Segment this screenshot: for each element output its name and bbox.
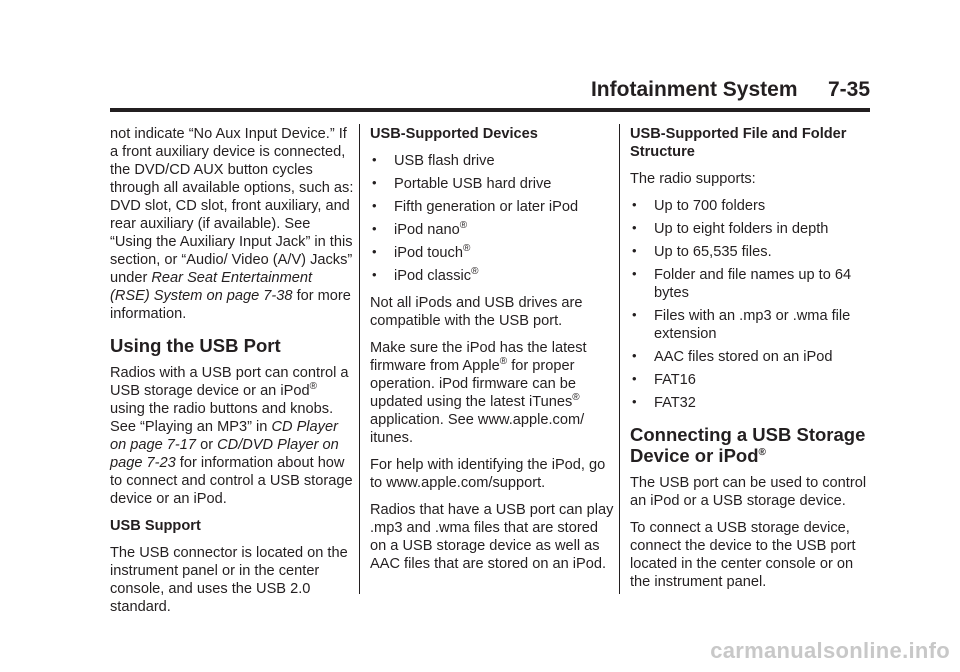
list-item: • Up to eight folders in depth <box>632 220 829 237</box>
paragraph-firmware: Make sure the iPod has the latest firmware from Apple® for proper operation. iPod firmware can be updated using the latest iTunes® application. See www.apple.com/ itunes. <box>370 340 587 446</box>
paragraph-usb-intro: Radios with a USB port can control a USB storage device or an iPod® using the radio buttons and knobs. See “Playing an MP3” in CD Player on page 7-17 or CD/DVD Player on page 7-23 for information about how to connect and control a USB storage device or an iPod. <box>110 365 353 507</box>
bullet-icon: • <box>372 198 377 213</box>
subheading-file-structure: USB-Supported File and Folder Structure <box>630 126 847 160</box>
paragraph-radio-supports: The radio supports: <box>630 171 756 187</box>
list-item: • FAT32 <box>632 394 696 411</box>
bullet-icon: • <box>372 152 377 167</box>
link-rse[interactable]: Rear Seat Entertainment (RSE) System on page 7-38 <box>110 270 313 304</box>
column-3 <box>630 125 875 600</box>
device-list <box>370 152 615 285</box>
list-item: • Up to 700 folders <box>632 197 766 214</box>
heading-connecting-usb: Connecting a USB Storage Device or iPod® <box>630 424 866 466</box>
column-divider-2 <box>619 124 620 594</box>
list-item: • AAC files stored on an iPod <box>632 348 833 365</box>
bullet-icon: • <box>632 243 637 258</box>
bullet-icon: • <box>372 244 377 259</box>
paragraph-compatibility: Not all iPods and USB drives are compatible with the USB port. <box>370 295 583 329</box>
column-1 <box>110 125 355 625</box>
paragraph-usb-connector: The USB connector is located on the instrument panel or in the center console, and uses the USB 2.0 standard. <box>110 545 348 615</box>
section-title: Infotainment System <box>590 78 798 101</box>
bullet-icon: • <box>632 371 637 386</box>
bullet-icon: • <box>632 197 637 212</box>
subheading-supported-devices: USB-Supported Devices <box>370 126 538 142</box>
bullet-icon: • <box>632 266 637 281</box>
support-list <box>630 197 875 412</box>
paragraph-connect-device: To connect a USB storage device, connect the device to the USB port located in the center console or on the instrument panel. <box>630 520 856 590</box>
list-item: • Fifth generation or later iPod <box>372 198 579 215</box>
header-rule <box>110 108 870 112</box>
watermark: carmanualsonline.info <box>710 638 950 663</box>
bullet-icon: • <box>632 220 637 235</box>
list-item: • Files with an .mp3 or .wma file extension <box>632 307 851 342</box>
list-item: • USB flash drive <box>372 152 495 169</box>
list-item: • iPod touch® <box>372 243 471 261</box>
list-item: • Folder and file names up to 64 bytes <box>632 266 852 301</box>
paragraph-help: For help with identifying the iPod, go to www.apple.com/support. <box>370 457 606 491</box>
paragraph-aux-continued: not indicate “No Aux Input Device.” If a front auxiliary device is connected, the DVD/CD AUX button cycles through all available options, such as: DVD slot, CD slot, front auxiliary, and rear auxiliary (if available). See “Using the Auxiliary Input Jack” in this section, or “Audio/ Video (A/V) Jacks” under Rear Seat Entertainment (RSE) System on page 7-38 for more information. <box>110 126 354 322</box>
paragraph-file-types: Radios that have a USB port can play .mp3 and .wma files that are stored on a USB storage device as well as AAC files that are stored on an iPod. <box>370 502 614 572</box>
link-cd-player[interactable]: CD Player on page 7-17 <box>110 419 338 453</box>
subheading-usb-support: USB Support <box>110 518 201 534</box>
list-item: • Up to 65,535 files. <box>632 243 772 260</box>
bullet-icon: • <box>632 394 637 409</box>
heading-using-usb-port: Using the USB Port <box>110 335 281 356</box>
bullet-icon: • <box>372 221 377 236</box>
link-cd-dvd-player[interactable]: CD/DVD Player on page 7-23 <box>110 437 339 471</box>
bullet-icon: • <box>632 348 637 363</box>
bullet-icon: • <box>372 175 377 190</box>
list-item: • iPod nano® <box>372 220 468 238</box>
bullet-icon: • <box>632 307 637 322</box>
list-item: • FAT16 <box>632 371 696 388</box>
column-divider-1 <box>359 124 360 594</box>
bullet-icon: • <box>372 267 377 282</box>
paragraph-usb-port-use: The USB port can be used to control an iPod or a USB storage device. <box>630 475 867 509</box>
page-header <box>110 78 870 102</box>
column-2 <box>370 125 615 582</box>
list-item: • Portable USB hard drive <box>372 175 552 192</box>
page-number: 7-35 <box>827 78 870 101</box>
list-item: • iPod classic® <box>372 266 479 284</box>
